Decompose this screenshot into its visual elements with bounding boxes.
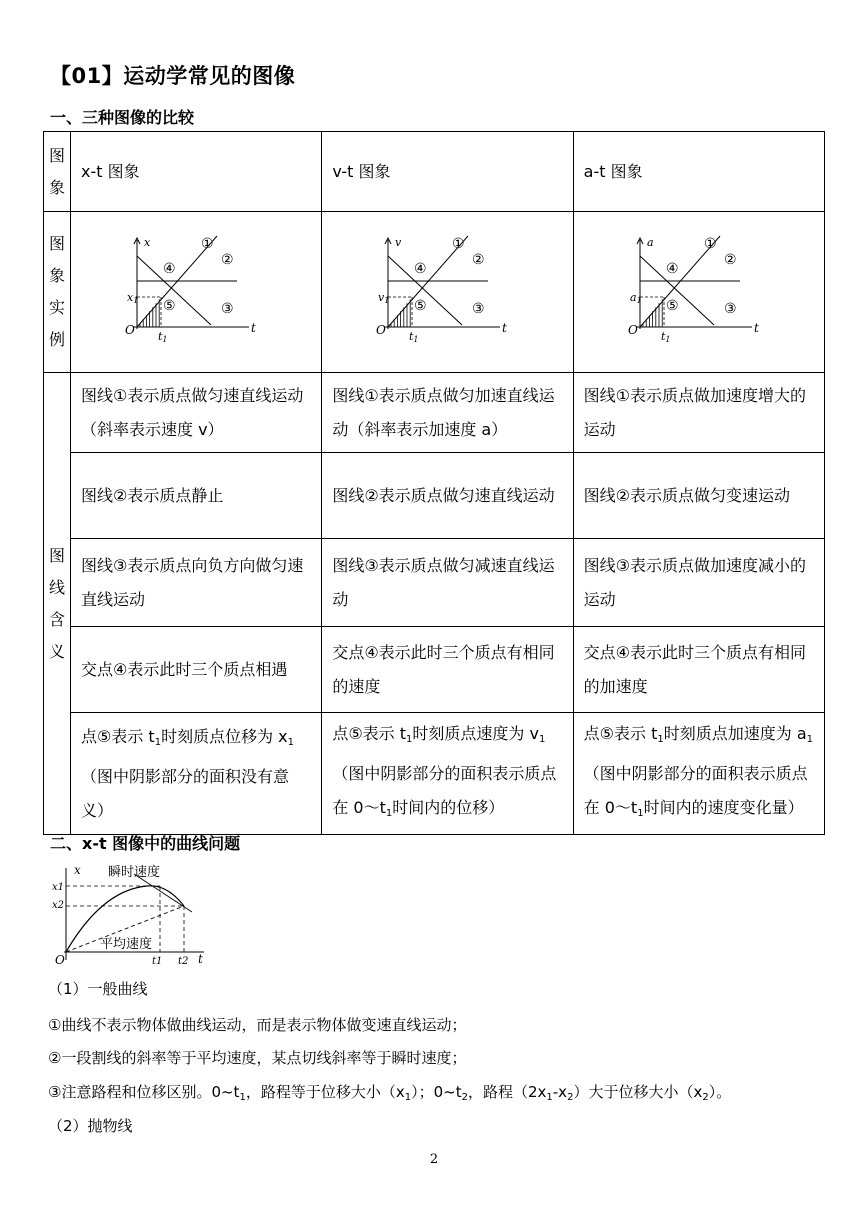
page-number: 2 (429, 1152, 439, 1167)
page-title: 【01】运动学常见的图像 (50, 64, 296, 88)
t1-label: t1 (409, 330, 419, 344)
circle-label-1: ① (201, 236, 214, 252)
table-cell: 图线①表示质点做匀速直线运动（斜率表示速度 v） (71, 373, 322, 453)
table-row (44, 627, 825, 713)
x-axis-label: x (74, 863, 81, 877)
text-line-2: ②一段割线的斜率等于平均速度，某点切线斜率等于瞬时速度； (48, 1049, 467, 1067)
table-row (44, 212, 825, 373)
table-cell: 点⑤表示 $t_1$时刻质点位移为 $x_1$（图中阴影部分的面积没有意义） (71, 713, 322, 835)
row-header-meaning: 图 线 含 义 (44, 373, 71, 835)
circle-label-4: ④ (665, 261, 679, 277)
circle-label-3: ③ (723, 301, 737, 317)
origin-label: O (627, 323, 638, 337)
value-label: x1 (127, 291, 139, 305)
table-row (44, 373, 825, 453)
column-header-xt: x-t 图象 (71, 132, 322, 212)
circle-label-1: ① (452, 236, 465, 252)
axis-label: v (395, 236, 402, 249)
table-row (44, 713, 825, 835)
table-cell: 图线①表示质点做加速度增大的运动 (573, 373, 824, 453)
subheading-parabola: （2）抛物线 (48, 1117, 133, 1135)
t2-label: t2 (178, 956, 189, 966)
t1-label: t1 (660, 330, 671, 344)
t-label: t (251, 321, 256, 335)
vt-example-graph (322, 212, 562, 360)
circle-label-4: ④ (163, 261, 176, 277)
t1-label: t1 (158, 330, 168, 344)
x1-label: x1 (52, 882, 65, 893)
xt-example-graph (71, 212, 311, 360)
origin-label: O (125, 323, 135, 337)
column-header-vt: v-t 图象 (322, 132, 573, 212)
table-cell: 图线③表示质点向负方向做匀速直线运动 (71, 539, 322, 627)
comparison-table (43, 131, 825, 835)
table-cell: 交点④表示此时三个质点有相同的加速度 (573, 627, 824, 713)
average-velocity-label: 平均速度 (100, 937, 153, 952)
xt-curve-figure (52, 860, 212, 966)
vt-example-cell (322, 212, 573, 373)
instant-velocity-label: 瞬时速度 (108, 865, 161, 880)
origin-label: O (376, 323, 387, 337)
column-header-at: a-t 图象 (573, 132, 824, 212)
table-cell: 点⑤表示 $t_1$时刻质点速度为 $v_1$（图中阴影部分的面积表示质点在 $0\sim t_1$时间内的位移） (322, 713, 573, 835)
table-cell: 交点④表示此时三个质点有相同的速度 (322, 627, 573, 713)
subheading-general-curve: （1）一般曲线 (48, 980, 148, 998)
text-line-3: ③注意路程和位移区别。$0\sim t_1$，路程等于位移大小$(x_1)$；$0\sim t_2$，路程$(2x_1-x_2)$大于位移大小$(x_2)$。 (48, 1083, 732, 1103)
circle-label-5: ⑤ (665, 298, 679, 314)
table-row (44, 539, 825, 627)
section1-heading: 一、三种图像的比较 (50, 108, 195, 127)
row-header-example: 图 象 实 例 (44, 212, 71, 373)
axis-label: a (646, 236, 654, 249)
circle-label-5: ⑤ (163, 298, 176, 314)
x2-label: x2 (52, 900, 65, 911)
table-cell: 图线③表示质点做匀减速直线运动 (322, 539, 573, 627)
value-label: a1 (629, 291, 642, 305)
origin-label: O (55, 953, 65, 966)
t-axis-label: t (198, 952, 203, 966)
table-cell: 图线②表示质点静止 (71, 453, 322, 539)
at-example-cell (573, 212, 824, 373)
table-cell: 图线②表示质点做匀速直线运动 (322, 453, 573, 539)
circle-label-4: ④ (414, 261, 427, 277)
axis-label: x (144, 236, 151, 249)
value-label: v1 (378, 291, 390, 305)
table-cell: 图线②表示质点做匀变速运动 (573, 453, 824, 539)
row-header-graph: 图 象 (44, 132, 71, 212)
text-line-1: ①曲线不表示物体做曲线运动，而是表示物体做变速直线运动； (48, 1016, 467, 1034)
at-example-graph (574, 212, 814, 360)
table-cell: 交点④表示此时三个质点相遇 (71, 627, 322, 713)
t-label: t (502, 321, 508, 335)
circle-label-3: ③ (221, 301, 234, 317)
xt-example-cell (71, 212, 322, 373)
table-row (44, 132, 825, 212)
circle-label-5: ⑤ (414, 298, 427, 314)
circle-label-3: ③ (472, 301, 485, 317)
table-row (44, 453, 825, 539)
table-cell: 图线③表示质点做加速度减小的运动 (573, 539, 824, 627)
circle-label-2: ② (472, 252, 485, 268)
circle-label-2: ② (221, 252, 234, 268)
circle-label-2: ② (723, 252, 737, 268)
t1-label: t1 (152, 956, 163, 966)
t-label: t (753, 321, 759, 335)
section2-heading: 二、x-t 图像中的曲线问题 (50, 834, 241, 853)
table-cell: 图线①表示质点做匀加速直线运动（斜率表示加速度 a） (322, 373, 573, 453)
circle-label-1: ① (703, 236, 717, 252)
table-cell: 点⑤表示 $t_1$时刻质点加速度为 $a_1$（图中阴影部分的面积表示质点在 $0\sim t_1$时间内的速度变化量） (573, 713, 824, 835)
